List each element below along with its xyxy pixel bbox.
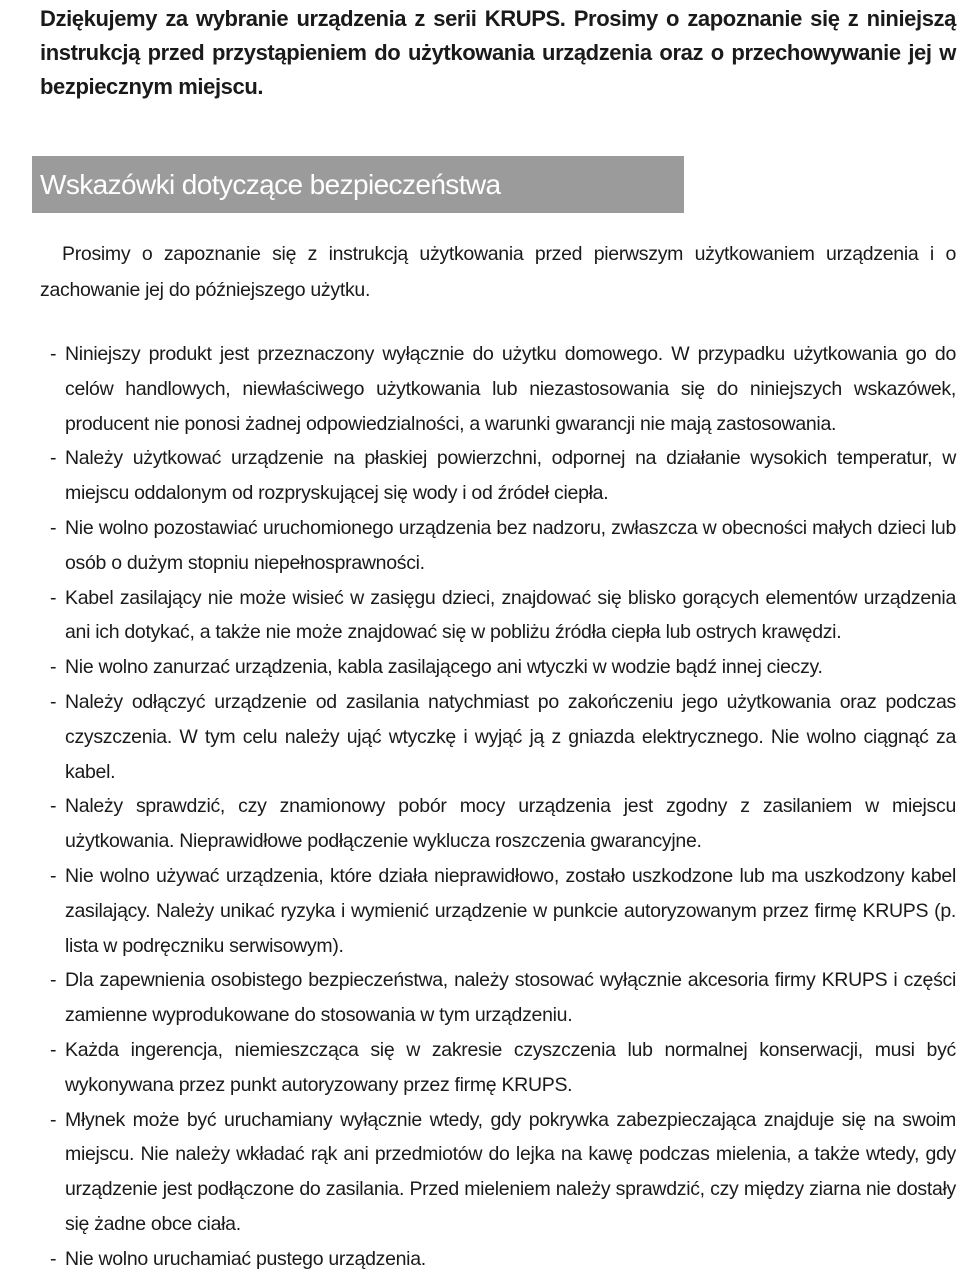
bullet-dash: - — [50, 1038, 57, 1061]
warning-text: Nie wolno używać urządzenia, które działa nieprawidłowo, zostało uszkodzone lub ma uszkodzony kabel zasilający. Należy unikać ryzyka i wymienić urządzenie w punkcie autoryzowanym przez firmę KRUPS (p. lista w podręczniku serwisowym). — [65, 864, 956, 957]
section-lead-paragraph: Prosimy o zapoznanie się z instrukcją użytkowania przed pierwszym użytkowaniem urządzenia i o zachowanie jej do późniejszego użytku. — [40, 243, 956, 301]
warning-text: Należy odłączyć urządzenie od zasilania natychmiast po zakończeniu jego użytkowania oraz podczas czyszczenia. W tym celu należy ująć wtyczkę i wyjąć ją z gniazda elektrycznego. Nie wolno ciągnąć za kabel. — [65, 690, 956, 783]
warning-text: Należy sprawdzić, czy znamionowy pobór mocy urządzenia jest zgodny z zasilaniem w miejscu użytkowania. Nieprawidłowe podłączenie wyklucza roszczenia gwarancyjne. — [65, 795, 956, 853]
bullet-dash: - — [50, 516, 57, 539]
warning-item — [50, 859, 956, 963]
bullet-dash: - — [50, 656, 57, 679]
bullet-dash: - — [50, 343, 57, 365]
warning-text: Młynek może być uruchamiany wyłącznie wtedy, gdy pokrywka zabezpieczająca znajduje się na swoim miejscu. Nie należy wkładać rąk ani przedmiotów do lejka na kawę podczas mielenia, a także wtedy, gdy urządzenie jest podłączone do zasilania. Przed mieleniem należy sprawdzić, czy między ziarna nie dostały się żadne obce ciała. — [65, 1108, 956, 1235]
warning-text: Nie wolno uruchamiać pustego urządzenia. — [65, 1247, 426, 1270]
bullet-dash: - — [50, 1108, 57, 1131]
bullet-dash: - — [50, 690, 57, 713]
bullet-dash: - — [50, 969, 57, 992]
section-header-bar — [32, 156, 684, 213]
warning-text: Niniejszy produkt jest przeznaczony wyłącznie do użytku domowego. W przypadku użytkowania go do celów handlowych, niewłaściwego użytkowania lub niezastosowania się do niniejszych wskazówek, producent nie ponosi żadnej odpowiedzialności, a warunki gwarancji nie mają zastosowania. — [65, 343, 956, 435]
warning-text: Kabel zasilający nie może wisieć w zasięgu dzieci, znajdować się blisko gorących elementów urządzenia ani ich dotykać, a także nie może znajdować się w pobliżu źródła ciepła lub ostrych krawędzi. — [65, 586, 956, 644]
warning-item — [50, 963, 956, 1033]
bullet-dash: - — [50, 586, 57, 609]
warning-item — [50, 511, 956, 581]
warning-text: Nie wolno zanurzać urządzenia, kabla zasilającego ani wtyczki w wodzie bądź innej cieczy. — [65, 656, 823, 679]
warning-item — [50, 581, 956, 651]
bullet-dash: - — [50, 447, 57, 470]
warning-item — [50, 650, 956, 685]
warning-item — [50, 789, 956, 859]
warning-text: Należy użytkować urządzenie na płaskiej powierzchni, odpornej na działanie wysokich temperatur, w miejscu oddalonym od rozpryskującej się wody i od źródeł ciepła. — [65, 447, 956, 505]
warning-item — [50, 441, 956, 511]
warning-item — [50, 685, 956, 789]
warning-text: Dla zapewnienia osobistego bezpieczeństwa, należy stosować wyłącznie akcesoria firmy KRUPS i części zamienne wyprodukowane do stosowania w tym urządzeniu. — [65, 969, 956, 1027]
intro-paragraph: Dziękujemy za wybranie urządzenia z serii KRUPS. Prosimy o zapoznanie się z niniejszą instrukcją przed przystąpieniem do użytkowania urządzenia oraz o przechowywanie jej w bezpiecznym miejscu. — [40, 6, 956, 99]
bullet-dash: - — [50, 795, 57, 818]
warning-item — [50, 1033, 956, 1103]
warning-text: Nie wolno pozostawiać uruchomionego urządzenia bez nadzoru, zwłaszcza w obecności małych dzieci lub osób o dużym stopniu niepełnosprawności. — [65, 516, 956, 574]
warning-item — [50, 1242, 956, 1277]
safety-warnings-list — [50, 337, 956, 1277]
warning-item — [50, 1103, 956, 1242]
bullet-dash: - — [50, 1247, 57, 1270]
warning-item — [50, 337, 956, 441]
warning-text: Każda ingerencja, niemieszcząca się w zakresie czyszczenia lub normalnej konserwacji, musi być wykonywana przez punkt autoryzowany przez firmę KRUPS. — [65, 1038, 956, 1096]
section-title: Wskazówki dotyczące bezpieczeństwa — [40, 169, 501, 200]
bullet-dash: - — [50, 864, 57, 887]
